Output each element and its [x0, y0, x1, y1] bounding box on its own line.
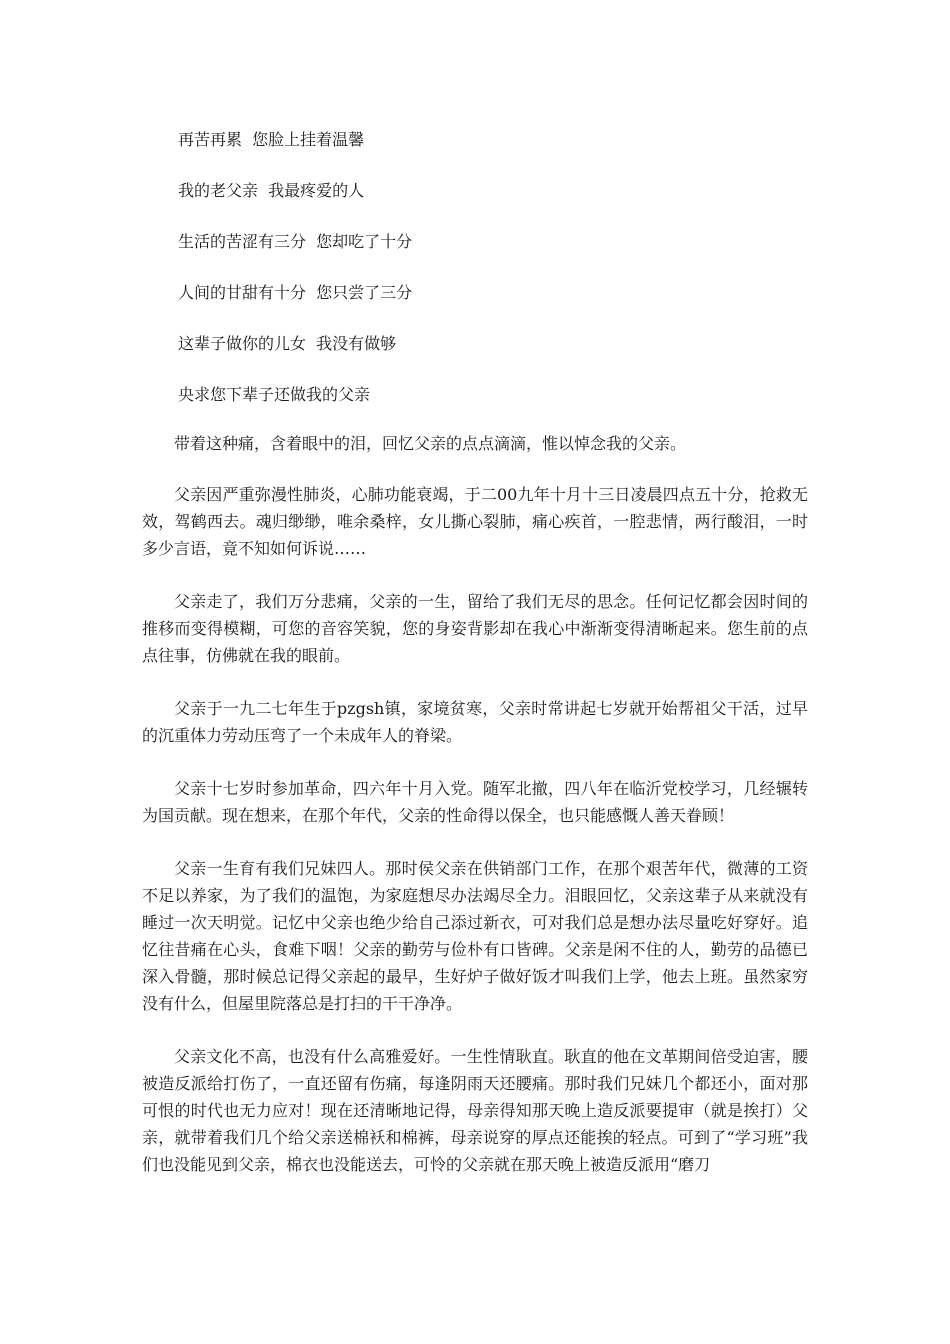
paragraph: 带着这种痛，含着眼中的泪，回忆父亲的点点滴滴，惟以悼念我的父亲。: [174, 434, 687, 453]
poem-line: 人间的甘甜有十分 您只尝了三分: [178, 283, 413, 302]
poem: [142, 128, 808, 407]
article: [142, 430, 808, 1178]
paragraph: 父亲因严重弥漫性肺炎，心肺功能衰竭，于二00九年十月十三日凌晨四点五十分，抢救无效，驾鹤西去。魂归缈缈，唯余桑梓，女儿撕心裂肺，痛心疾首，一腔悲情，两行酸泪，一时多少言语，竟不知如何诉说……: [142, 485, 808, 558]
poem-line: 这辈子做你的儿女 我没有做够: [178, 334, 397, 353]
poem-line: 央求您下辈子还做我的父亲: [178, 385, 371, 404]
paragraph: 父亲十七岁时参加革命，四六年十月入党。随军北撤，四八年在临沂党校学习，几经辗转为国贡献。现在想来，在那个年代，父亲的性命得以保全，也只能感慨人善天眷顾！: [142, 779, 808, 825]
paragraph: 父亲走了，我们万分悲痛，父亲的一生，留给了我们无尽的思念。任何记忆都会因时间的推移而变得模糊，可您的音容笑貌，您的身姿背影却在我心中渐渐变得清晰起来。您生前的点点往事，仿佛就在我的眼前。: [142, 592, 808, 665]
paragraph: 父亲于一九二七年生于pzgsh镇，家境贫寒，父亲时常讲起七岁就开始帮祖父干活，过早的沉重体力劳动压弯了一个未成年人的脊梁。: [142, 699, 808, 745]
document-body: [142, 128, 808, 1204]
poem-line: 生活的苦涩有三分 您却吃了十分: [178, 232, 413, 251]
poem-line: 再苦再累 您脸上挂着温馨: [178, 130, 365, 149]
paragraph: 父亲文化不高，也没有什么高雅爱好。一生性情耿直。耿直的他在文革期间倍受迫害，腰被造反派给打伤了，一直还留有伤痛，每逢阴雨天还腰痛。那时我们兄妹几个都还小，面对那可恨的时代也无力应对！现在还清晰地记得，母亲得知那天晚上造反派要提审（就是挨打）父亲，就带着我们几个给父亲送棉袄和棉裤，母亲说穿的厚点还能挨的轻点。可到了“学习班”我们也没能见到父亲，棉衣也没能送去，可怜的父亲就在那天晚上被造反派用“磨刀: [142, 1047, 808, 1174]
paragraph: 父亲一生育有我们兄妹四人。那时侯父亲在供销部门工作，在那个艰苦年代，微薄的工资不足以养家，为了我们的温饱，为家庭想尽办法竭尽全力。泪眼回忆，父亲这辈子从来就没有睡过一次天明觉。记忆中父亲也绝少给自己添过新衣，可对我们总是想办法尽量吃好穿好。追忆往昔痛在心头，食难下咽！父亲的勤劳与俭朴有口皆碑。父亲是闲不住的人，勤劳的品德已深入骨髓，那时候总记得父亲起的最早，生好炉子做好饭才叫我们上学，他去上班。虽然家穷没有什么，但屋里院落总是打扫的干干净净。: [142, 859, 808, 1013]
poem-line: 我的老父亲 我最疼爱的人: [178, 181, 365, 200]
